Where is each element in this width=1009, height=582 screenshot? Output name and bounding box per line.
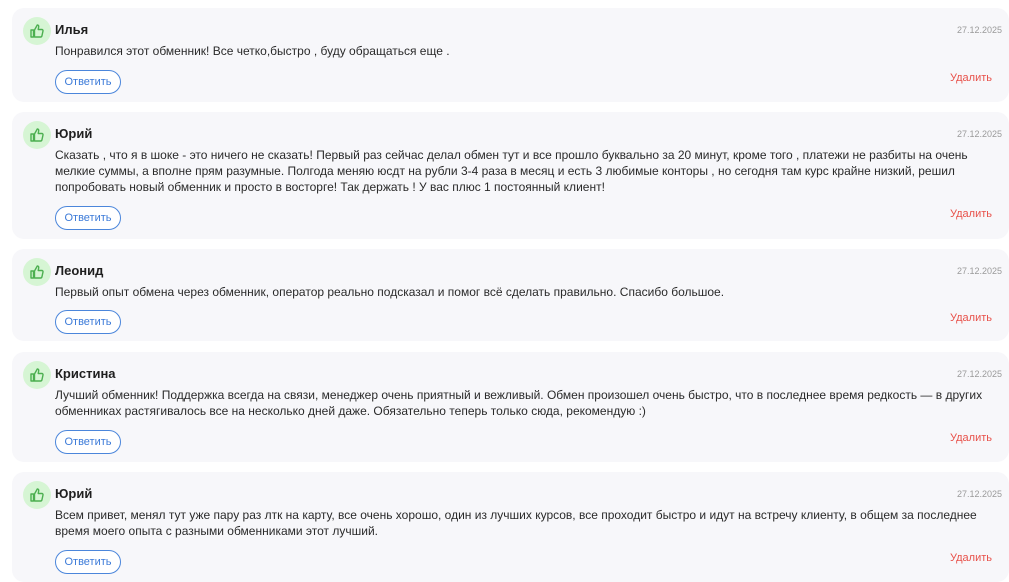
review-author: Юрий <box>55 126 93 141</box>
review-text: Всем привет, менял тут уже пару раз лтк на карту, все очень хорошо, один из лучших курсов, все проходит быстро и идут на встречу клиенту, в общем за последнее время моего опыта с разными обменниками этот лучший. <box>55 508 977 538</box>
review-date: 27.12.2025 <box>956 129 1002 139</box>
review-author: Юрий <box>55 486 93 501</box>
review-author: Илья <box>55 22 89 37</box>
review-text: Сказать , что я в шоке - это ничего не сказать! Первый раз сейчас делал обмен тут и все прошло буквально за 20 минут, кроме того , платежи не разбиты на очень мелкие суммы, а вполне прям разумные. Полгода меняю юсдт на рубли 3-4 раза в месяц и есть 3 любимые конторы , но сегодня там курс крайне низкий, решил попробовать новый обменник и просто в восторге! Так держать ! У вас плюс 1 постоянный клиент! <box>55 148 968 194</box>
reply-button[interactable]: Ответить <box>55 550 121 574</box>
review-card <box>12 352 1009 462</box>
reply-button[interactable]: Ответить <box>55 430 121 454</box>
review-card <box>12 8 1009 102</box>
delete-link[interactable]: Удалить <box>950 432 992 444</box>
thumbs-up-icon <box>23 121 51 149</box>
reply-button[interactable]: Ответить <box>55 310 121 334</box>
reply-button[interactable]: Ответить <box>55 206 121 230</box>
review-date: 27.12.2025 <box>956 25 1002 35</box>
review-author: Кристина <box>55 366 116 381</box>
review-card <box>12 112 1009 239</box>
review-date: 27.12.2025 <box>956 266 1002 276</box>
delete-link[interactable]: Удалить <box>950 208 992 220</box>
thumbs-up-icon <box>23 17 51 45</box>
review-author: Леонид <box>55 263 104 278</box>
review-text: Лучший обменник! Поддержка всегда на связи, менеджер очень приятный и вежливый. Обмен произошел очень быстро, что в последнее время редкость — в других обменниках растягивалось все на несколько дней даже. Обязательно теперь только сюда, рекомендую :) <box>55 388 983 418</box>
review-text: Первый опыт обмена через обменник, оператор реально подсказал и помог всё сделать правильно. Спасибо большое. <box>55 285 725 299</box>
thumbs-up-icon <box>23 258 51 286</box>
review-text: Понравился этот обменник! Все четко,быстро , буду обращаться еще . <box>55 44 450 58</box>
thumbs-up-icon <box>23 361 51 389</box>
delete-link[interactable]: Удалить <box>950 552 992 564</box>
delete-link[interactable]: Удалить <box>950 312 992 324</box>
review-card <box>12 249 1009 341</box>
delete-link[interactable]: Удалить <box>950 72 992 84</box>
review-date: 27.12.2025 <box>956 489 1002 499</box>
thumbs-up-icon <box>23 481 51 509</box>
review-date: 27.12.2025 <box>956 369 1002 379</box>
review-card <box>12 472 1009 582</box>
reply-button[interactable]: Ответить <box>55 70 121 94</box>
